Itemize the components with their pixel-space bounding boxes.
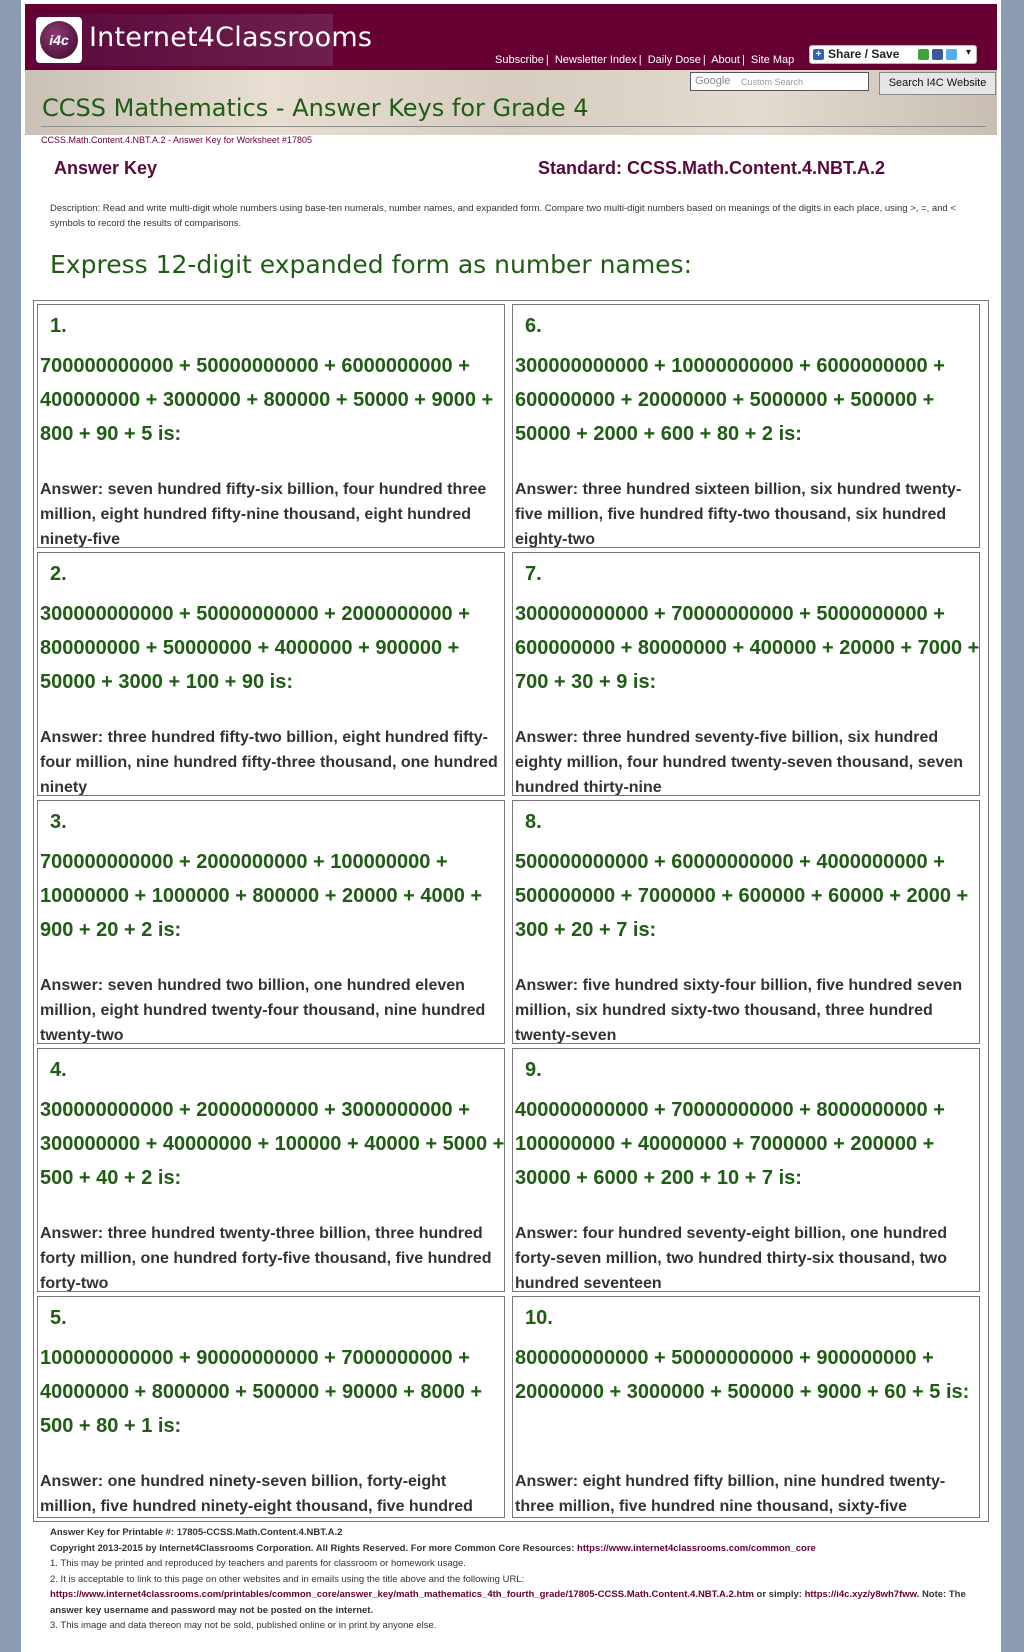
footer (50, 1525, 995, 1634)
logo-badge-icon: i4c (40, 21, 78, 59)
answer-key-heading: Answer Key (54, 158, 158, 178)
problem-answer: Answer: seven hundred fifty-six billion, four hundred three million, eight hundred fifty-nine thousand, eight hundred ninety-five (40, 481, 487, 548)
problem-cell (512, 1296, 980, 1518)
problem-expression: 300000000000 + 50000000000 + 2000000000 + 800000000 + 50000000 + 4000000 + 900000 + 50000 + 3000 + 100 + 90 is: (40, 603, 470, 693)
chevron-down-icon: ▾ (966, 47, 972, 58)
breadcrumb: CCSS.Math.Content.4.NBT.A.2 - Answer Key for Worksheet #17805 (41, 135, 312, 145)
share-plus-icon: + (813, 49, 824, 60)
problem-expression: 700000000000 + 2000000000 + 100000000 + 10000000 + 1000000 + 800000 + 20000 + 4000 + 900 + 20 + 2 is: (40, 851, 483, 941)
problem-expression: 100000000000 + 90000000000 + 7000000000 + 40000000 + 8000000 + 500000 + 90000 + 8000 + 500 + 80 + 1 is: (40, 1347, 483, 1437)
top-nav: Subscribe | Newsletter Index | Daily Dose | About | Site Map (495, 54, 795, 66)
logo-badge (36, 17, 82, 63)
share-green-icon (918, 49, 929, 60)
footer-urls (50, 1587, 995, 1618)
share-save-button[interactable] (809, 45, 977, 64)
note-tail-text: . Note: The answer key username and password may not be posted on the internet. (50, 1589, 966, 1616)
copyright-text: Copyright 2013-2015 by Internet4Classrooms Corporation. All Rights Reserved. For more Common Core Resources: (50, 1542, 575, 1554)
instruction-heading: Express 12-digit expanded form as number names: (50, 250, 693, 279)
description: Description: Read and write multi-digit whole numbers using base-ten numerals, number names, and expanded form. Compare two multi-digit numbers based on meanings of the digits in each place, using >, =, and < symbols to record the results of comparisons. (50, 203, 956, 229)
problem-number: 7. (525, 563, 542, 585)
problem-expression: 300000000000 + 70000000000 + 5000000000 + 600000000 + 80000000 + 400000 + 20000 + 7000 + 700 + 30 + 9 is: (515, 603, 980, 693)
problem-answer: Answer: four hundred seventy-eight billion, one hundred forty-seven million, two hundred thirty-six thousand, two hundred seventeen (515, 1225, 948, 1292)
footer-copyright (50, 1541, 995, 1557)
standard-heading: Standard: CCSS.Math.Content.4.NBT.A.2 (538, 158, 886, 178)
common-core-link[interactable]: https://www.internet4classrooms.com/common_core (577, 1542, 816, 1554)
problem-number: 2. (50, 563, 67, 585)
problem-answer: Answer: three hundred fifty-two billion, eight hundred fifty-four million, nine hundred fifty-three thousand, one hundred ninety (40, 729, 498, 796)
problem-expression: 700000000000 + 50000000000 + 6000000000 + 400000000 + 3000000 + 800000 + 50000 + 9000 + 800 + 90 + 5 is: (40, 355, 494, 445)
page (21, 0, 1001, 1652)
google-logo: Google (695, 75, 731, 87)
nav-site-map[interactable]: Site Map (750, 54, 795, 66)
problem-grid (33, 300, 989, 1522)
site-header (25, 4, 997, 70)
facebook-icon (932, 49, 943, 60)
problem-answer: Answer: seven hundred two billion, one hundred eleven million, eight hundred twenty-four thousand, nine hundred twenty-two (40, 977, 486, 1044)
problem-expression: 800000000000 + 50000000000 + 900000000 + 20000000 + 3000000 + 500000 + 9000 + 60 + 5 is: (515, 1347, 970, 1403)
footer-note-2: 2. It is acceptable to link to this page on other websites and in emails using the title above and the following URL: (50, 1573, 525, 1585)
problem-cell (37, 552, 505, 796)
nav-newsletter-index[interactable]: Newsletter Index (554, 54, 637, 66)
problem-expression: 300000000000 + 10000000000 + 6000000000 + 600000000 + 20000000 + 5000000 + 500000 + 50000 + 2000 + 600 + 80 + 2 is: (515, 355, 945, 445)
problem-cell (512, 304, 980, 548)
problem-number: 6. (525, 315, 542, 337)
search-button[interactable]: Search I4C Website (879, 72, 996, 95)
problem-answer: Answer: one hundred ninety-seven billion, forty-eight million, five hundred ninety-eight thousand, five hundred (40, 1473, 473, 1515)
problem-cell (37, 304, 505, 548)
twitter-icon (946, 49, 957, 60)
problem-cell (37, 1048, 505, 1292)
problem-number: 5. (50, 1307, 67, 1329)
footer-note-1: 1. This may be printed and reproduced by teachers and parents for classroom or homework usage. (50, 1558, 466, 1569)
share-label: Share / Save (828, 47, 900, 61)
problem-cell (512, 552, 980, 796)
problem-cell (512, 800, 980, 1044)
search-input[interactable] (690, 72, 869, 91)
or-simply-text: or simply: (753, 1589, 805, 1600)
nav-subscribe[interactable]: Subscribe (495, 54, 544, 66)
divider (41, 126, 986, 127)
footer-printable: Answer Key for Printable #: 17805-CCSS.Math.Content.4.NBT.A.2 (50, 1527, 343, 1538)
site-logo[interactable] (33, 14, 373, 66)
problem-cell (512, 1048, 980, 1292)
problem-answer: Answer: eight hundred fifty billion, nine hundred twenty-three million, five hundred nine thousand, sixty-five (515, 1473, 946, 1515)
problem-number: 4. (50, 1059, 67, 1081)
problem-number: 10. (525, 1307, 553, 1329)
nav-about[interactable]: About (711, 54, 740, 66)
long-url-link[interactable]: https://www.internet4classrooms.com/printables/common_core/answer_key/math_mathematics_4th_fourth_grade/17805-CCSS.Math.Content.4.NBT.A.2.htm (50, 1589, 754, 1600)
logo-text: Internet4Classrooms (89, 22, 373, 53)
problem-expression: 300000000000 + 20000000000 + 3000000000 + 300000000 + 40000000 + 100000 + 40000 + 5000 + 500 + 40 + 2 is: (40, 1099, 505, 1189)
page-title: CCSS Mathematics - Answer Keys for Grade 4 (42, 94, 589, 122)
search-placeholder: Custom Search (741, 77, 804, 87)
problem-number: 9. (525, 1059, 542, 1081)
footer-note-3: 3. This image and data thereon may not be sold, published online or in print by anyone else. (50, 1620, 437, 1631)
problem-expression: 400000000000 + 70000000000 + 8000000000 + 100000000 + 40000000 + 7000000 + 200000 + 30000 + 6000 + 200 + 10 + 7 is: (515, 1099, 945, 1189)
problem-answer: Answer: three hundred sixteen billion, six hundred twenty-five million, five hundred fifty-two thousand, six hundred eighty-two (515, 481, 962, 548)
short-url-link[interactable]: https://i4c.xyz/y8wh7fww (804, 1589, 917, 1600)
problem-expression: 500000000000 + 60000000000 + 4000000000 + 500000000 + 7000000 + 600000 + 60000 + 2000 + 300 + 20 + 7 is: (515, 851, 969, 941)
nav-daily-dose[interactable]: Daily Dose (647, 54, 701, 66)
problem-cell (37, 800, 505, 1044)
banner (25, 70, 997, 135)
problem-cell (37, 1296, 505, 1518)
problem-answer: Answer: three hundred twenty-three billion, three hundred forty million, one hundred forty-five thousand, five hundred forty-two (40, 1225, 492, 1292)
problem-number: 3. (50, 811, 67, 833)
problem-number: 1. (50, 315, 67, 337)
problem-answer: Answer: three hundred seventy-five billion, six hundred eighty million, four hundred twenty-seven thousand, seven hundred thirty-nine (515, 729, 964, 796)
problem-answer: Answer: five hundred sixty-four billion, five hundred seven million, six hundred sixty-two thousand, three hundred twenty-seven (515, 977, 963, 1044)
problem-number: 8. (525, 811, 542, 833)
